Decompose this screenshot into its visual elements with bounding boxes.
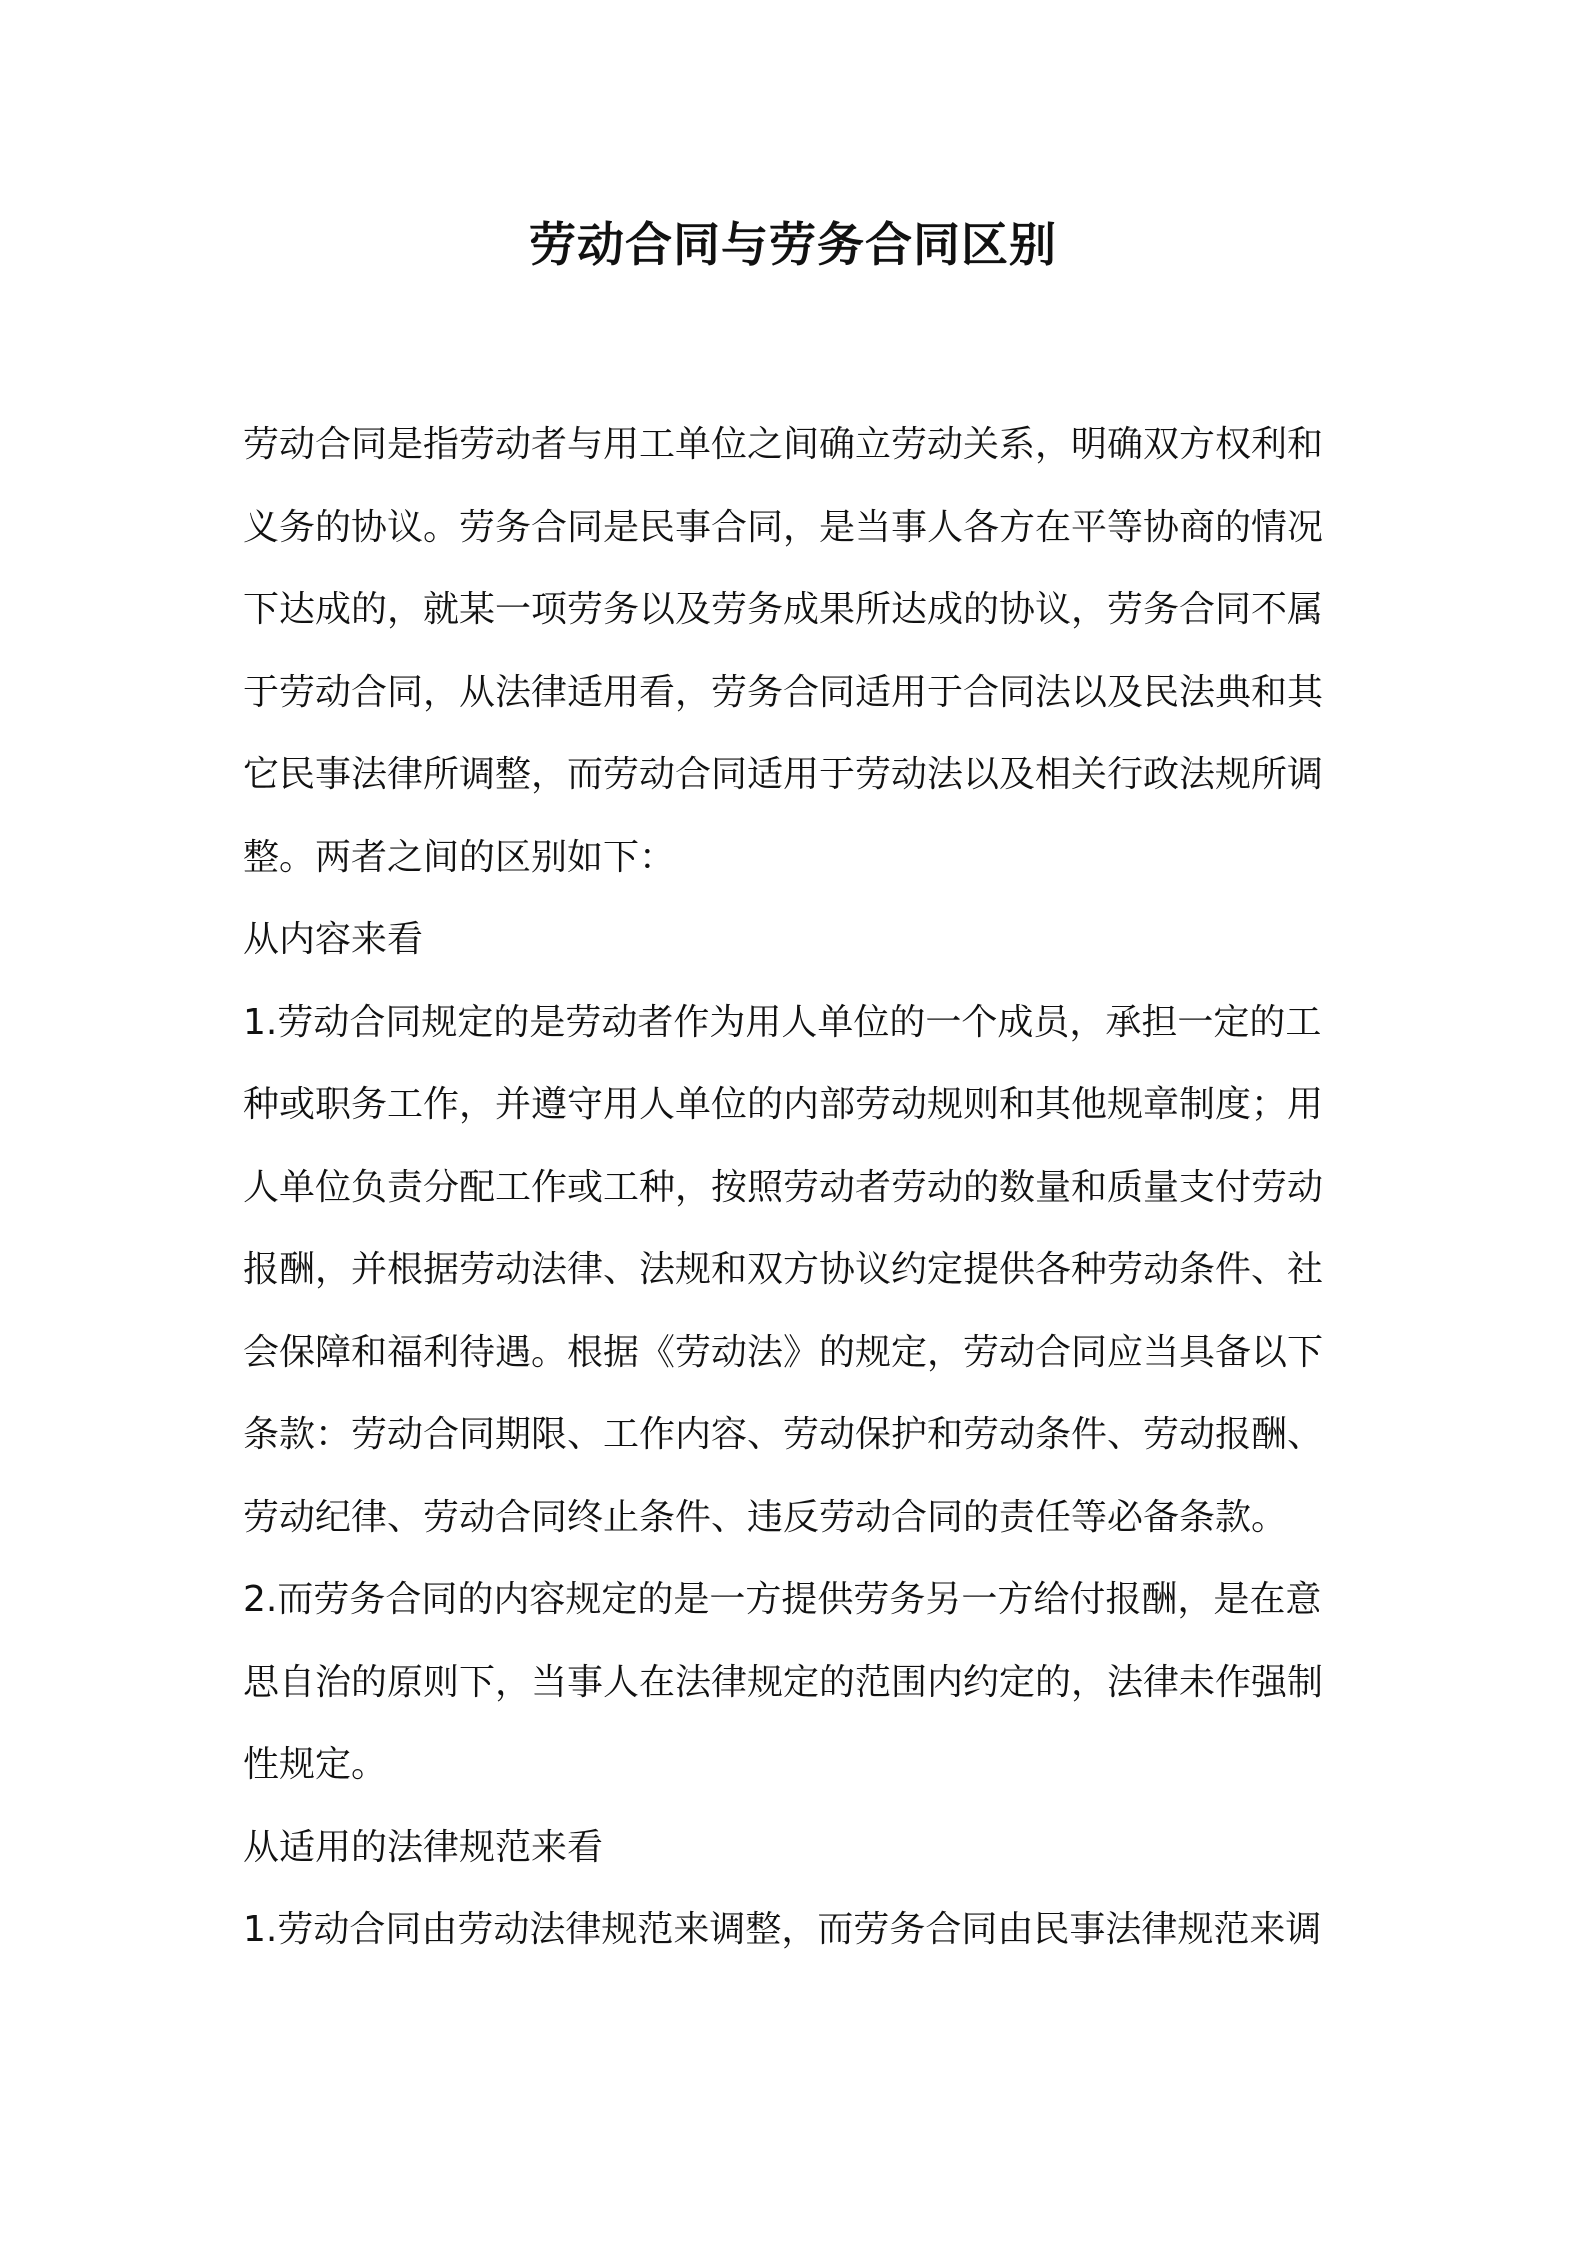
text-line: 1.劳动合同由劳动法律规范来调整，而劳务合同由民事法律规范来调 [243, 1909, 1322, 1950]
intro-paragraph [243, 404, 1355, 899]
text-line: 1.劳动合同规定的是劳动者作为用人单位的一个成员，承担一定的工 [243, 1001, 1322, 1043]
content-item-2 [243, 1559, 1355, 1807]
text-line: 2.而劳务合同的内容规定的是一方提供劳务另一方给付报酬，是在意 [243, 1579, 1322, 1620]
document-title: 劳动合同与劳务合同区别 [529, 218, 1057, 273]
text-line: 义务的协议。劳务合同是民事合同，是当事人各方在平等协商的情况 [243, 506, 1324, 548]
text-line: 报酬，并根据劳动法律、法规和双方协议约定提供各种劳动条件、社 [243, 1249, 1324, 1290]
section-heading-content [243, 899, 1355, 982]
text-line: 劳动纪律、劳动合同终止条件、违反劳动合同的责任等必备条款。 [243, 1496, 1288, 1538]
document-body [243, 404, 1355, 1972]
content-item-1 [243, 982, 1355, 1560]
text-line: 条款：劳动合同期限、工作内容、劳动保护和劳动条件、劳动报酬、 [243, 1414, 1324, 1455]
section-heading: 从适用的法律规范来看 [243, 1826, 604, 1868]
text-line: 下达成的，就某一项劳务以及劳务成果所达成的协议，劳务合同不属 [243, 589, 1324, 630]
text-line: 会保障和福利待遇。根据《劳动法》的规定，劳动合同应当具备以下 [243, 1331, 1324, 1373]
text-line: 种或职务工作，并遵守用人单位的内部劳动规则和其他规章制度；用 [243, 1084, 1324, 1125]
text-line: 性规定。 [243, 1744, 388, 1785]
law-item-1 [243, 1889, 1355, 1972]
text-line: 整。两者之间的区别如下： [243, 836, 676, 878]
text-line: 于劳动合同，从法律适用看，劳务合同适用于合同法以及民法典和其 [243, 671, 1324, 713]
section-heading-law [243, 1807, 1355, 1890]
text-line: 劳动合同是指劳动者与用工单位之间确立劳动关系，明确双方权利和 [243, 424, 1324, 465]
text-line: 它民事法律所调整，而劳动合同适用于劳动法以及相关行政法规所调 [243, 754, 1324, 795]
text-line: 人单位负责分配工作或工种，按照劳动者劳动的数量和质量支付劳动 [243, 1166, 1324, 1208]
text-line: 思自治的原则下，当事人在法律规定的范围内约定的，法律未作强制 [243, 1661, 1324, 1703]
section-heading: 从内容来看 [243, 919, 424, 960]
